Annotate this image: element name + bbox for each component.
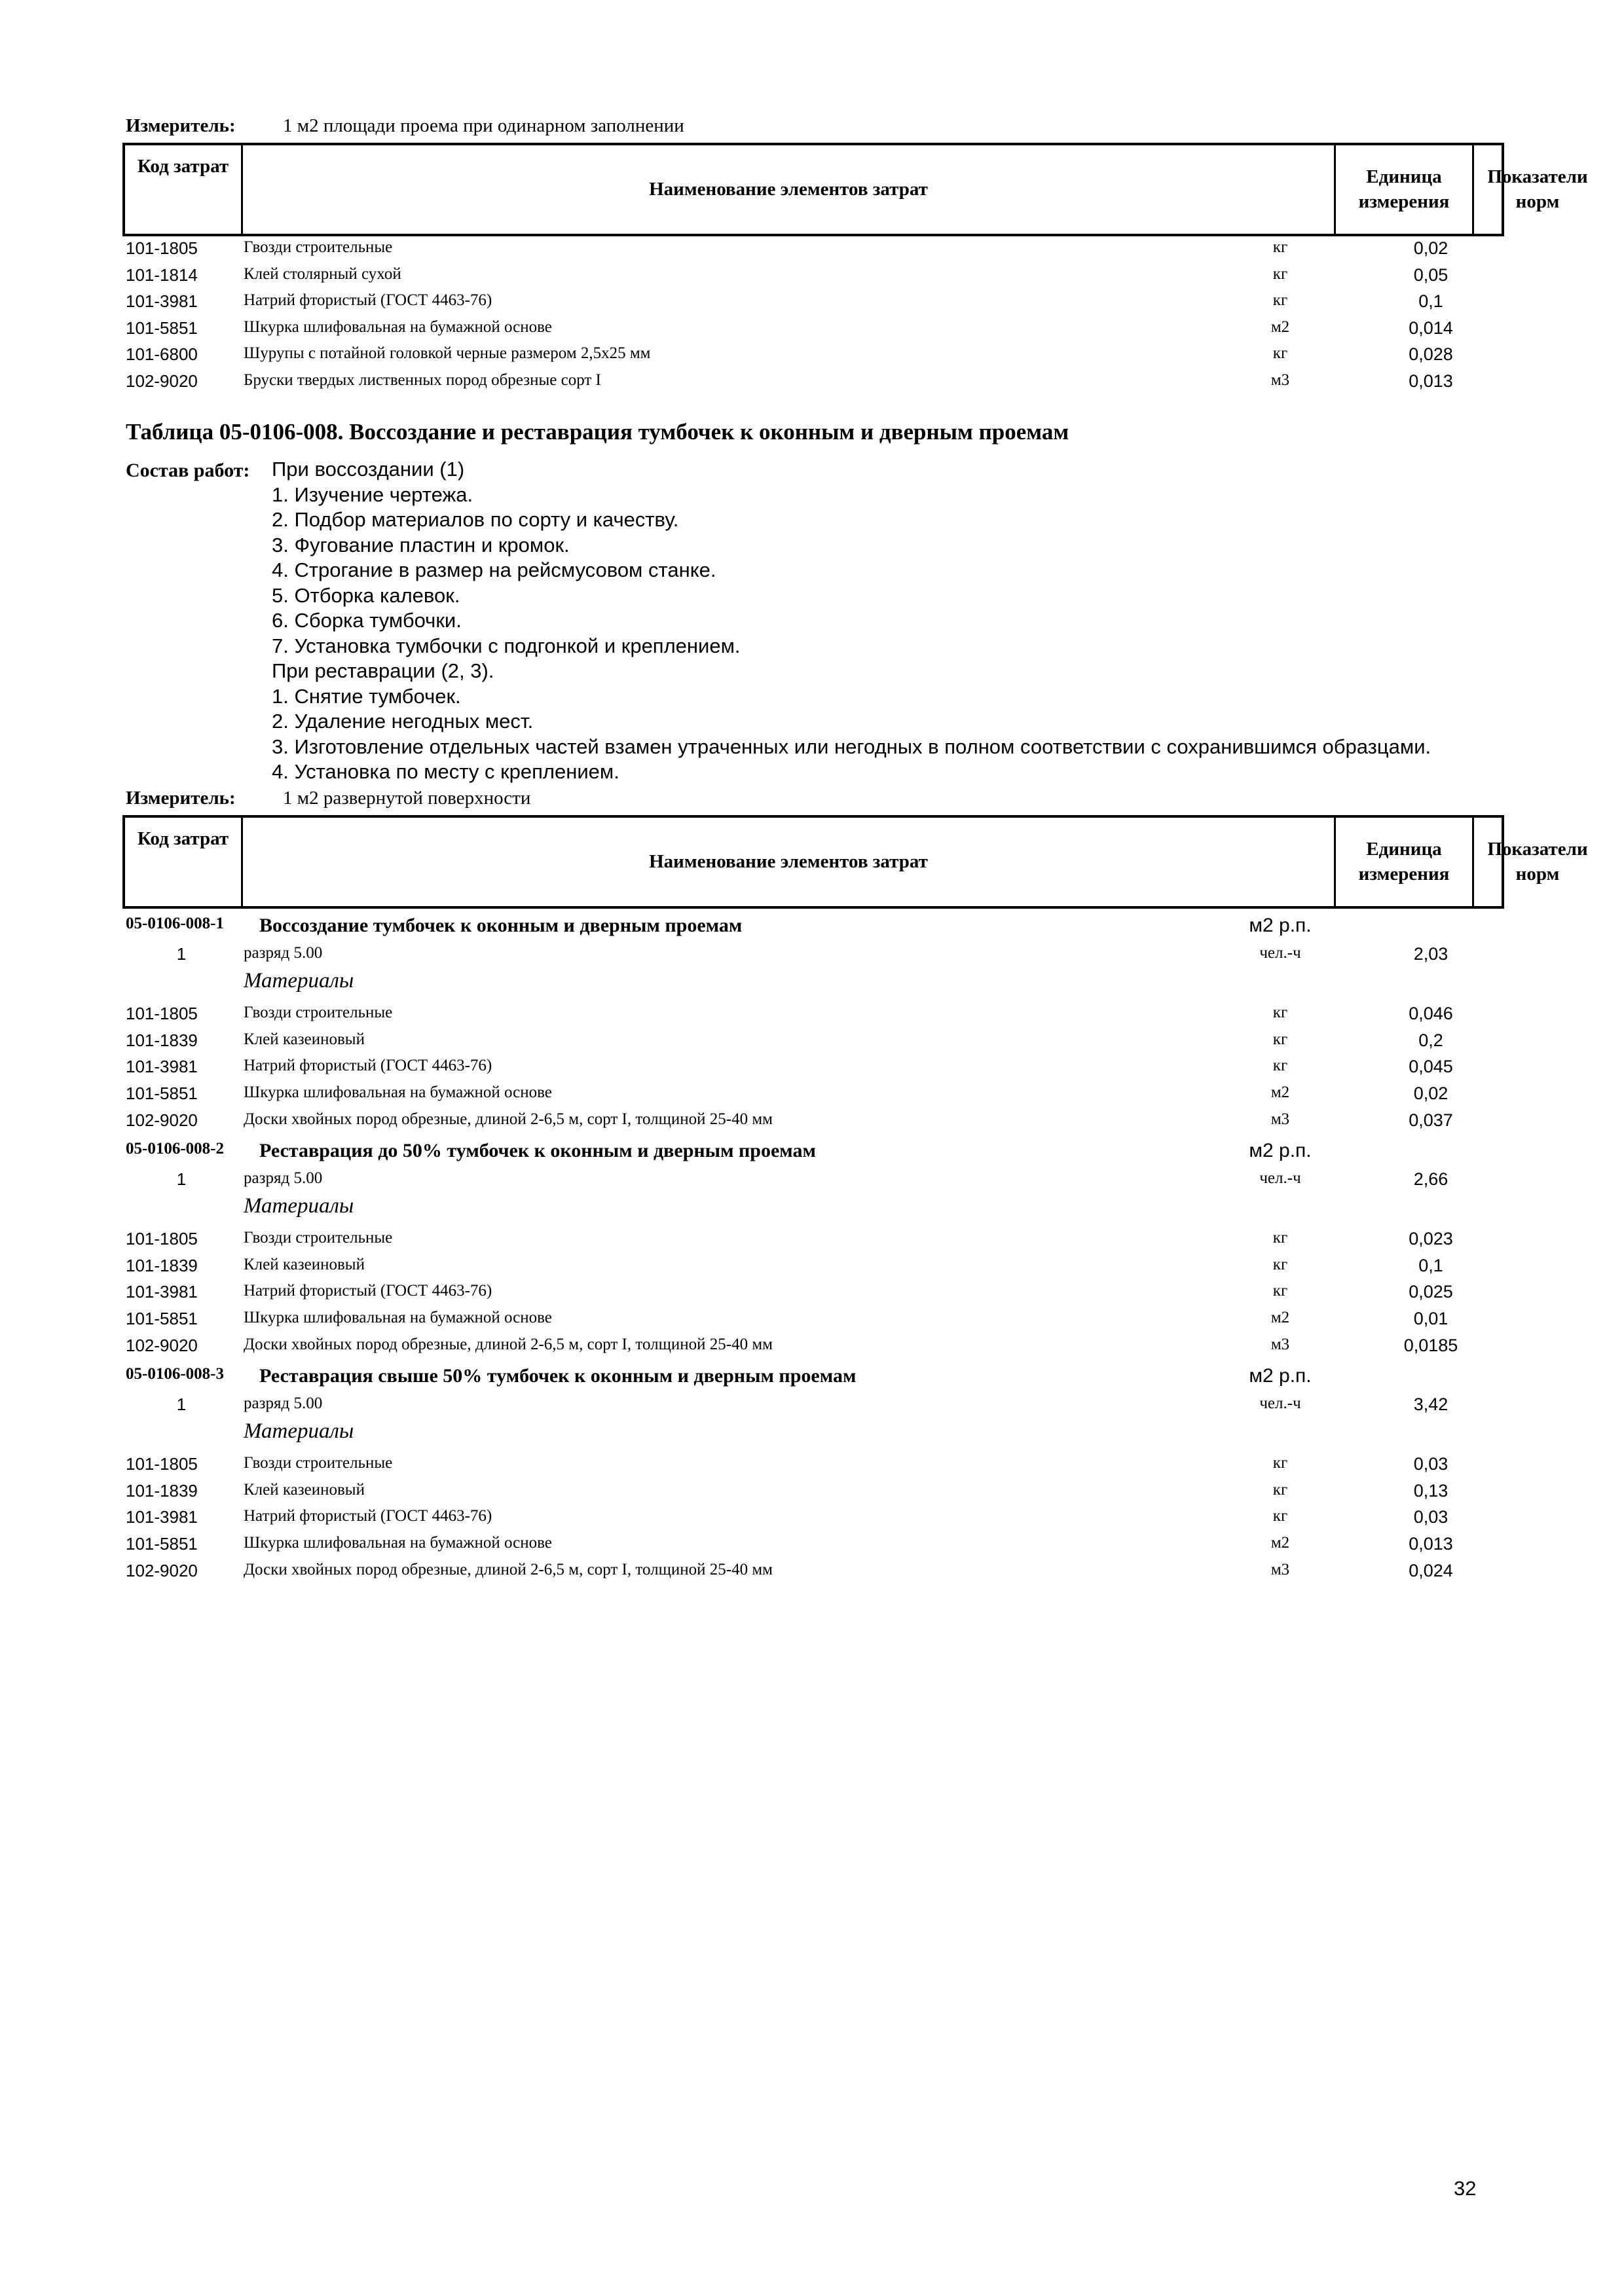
cost-code: 101-1839 (126, 1480, 198, 1501)
cost-value: 0,01 (1413, 1309, 1449, 1329)
cost-name: Доски хвойных пород обрезные, длиной 2-6,5 м, сорт I, толщиной 25-40 мм (244, 1560, 773, 1578)
cost-unit: м2 (1270, 1309, 1290, 1327)
group-unit: м2 р.п. (1249, 915, 1312, 936)
group-code: 05-0106-008-3 (126, 1365, 224, 1383)
cost-value: 0,014 (1409, 318, 1453, 338)
table-row (0, 291, 1624, 318)
cost-value: 0,05 (1413, 264, 1449, 285)
cost-name: Клей столярный сухой (244, 264, 401, 283)
cost-name: Гвозди строительные (244, 238, 393, 256)
cost-name: Шкурка шлифовальная на бумажной основе (244, 1309, 552, 1327)
measure-value: 1 м2 развернутой поверхности (283, 788, 531, 809)
cost-value: 0,0185 (1403, 1335, 1458, 1355)
works-line: 1. Снятие тумбочек. (272, 684, 461, 708)
measure-label: Измеритель: (126, 788, 236, 809)
group-unit: м2 р.п. (1249, 1140, 1312, 1161)
labor-row (0, 1394, 1624, 1421)
header-unit: Единица измерения (1336, 818, 1474, 906)
group-title: Реставрация свыше 50% тумбочек к оконным и дверным проемам (259, 1365, 857, 1387)
cost-value: 0,025 (1409, 1282, 1453, 1302)
table-header-1 (122, 143, 1588, 236)
table-row (0, 1110, 1624, 1137)
header-unit: Единица измерения (1336, 145, 1474, 234)
cost-unit: м3 (1270, 1335, 1290, 1353)
table-row (0, 344, 1624, 371)
cost-unit: кг (1272, 1004, 1288, 1021)
cost-unit: кг (1272, 291, 1288, 310)
cost-value: 0,03 (1413, 1454, 1449, 1474)
labor-name: разряд 5.00 (244, 1169, 323, 1187)
cost-code: 102-9020 (126, 371, 198, 391)
cost-code: 102-9020 (126, 1110, 198, 1130)
cost-value: 0,02 (1413, 238, 1449, 258)
table-row (0, 318, 1624, 344)
cost-name: Клей казеиновый (244, 1480, 365, 1499)
works-line: 6. Сборка тумбочки. (272, 609, 462, 632)
cost-unit: кг (1272, 1282, 1288, 1300)
works-line: 3. Фугование пластин и кромок. (272, 533, 570, 556)
works-line: При воссоздании (1) (272, 458, 465, 481)
cost-unit: кг (1272, 238, 1288, 256)
cost-unit: м3 (1270, 371, 1290, 389)
page-number: 32 (1454, 2177, 1477, 2200)
cost-name: Гвозди строительные (244, 1004, 393, 1021)
table-title: Таблица 05-0106-008. Воссоздание и реставрация тумбочек к оконным и дверным проемам (126, 419, 1069, 445)
cost-code: 101-1814 (126, 264, 198, 285)
cost-value: 0,013 (1409, 371, 1453, 391)
header-code: Код затрат (125, 145, 243, 234)
cost-unit: кг (1272, 1507, 1288, 1525)
cost-unit: кг (1272, 1480, 1288, 1499)
table-row (0, 265, 1624, 291)
cost-code: 101-5851 (126, 1084, 198, 1104)
works-line: 1. Изучение чертежа. (272, 483, 473, 506)
cost-value: 0,1 (1418, 291, 1443, 312)
cost-name: Натрий фтористый (ГОСТ 4463-76) (244, 1057, 492, 1075)
cost-name: Бруски твердых лиственных пород обрезные сорт I (244, 371, 601, 389)
labor-unit: чел.-ч (1259, 1394, 1301, 1412)
cost-value: 0,13 (1413, 1480, 1449, 1501)
labor-value: 2,03 (1413, 944, 1449, 964)
cost-code: 101-3981 (126, 1282, 198, 1302)
labor-name: разряд 5.00 (244, 944, 323, 962)
cost-value: 0,037 (1409, 1110, 1453, 1130)
cost-code: 101-3981 (126, 1507, 198, 1527)
works-line: 2. Подбор материалов по сорту и качеству. (272, 508, 679, 531)
works-line: 5. Отборка калевок. (272, 583, 460, 607)
cost-code: 101-3981 (126, 291, 198, 312)
cost-code: 102-9020 (126, 1335, 198, 1355)
works-line: 4. Строгание в размер на рейсмусовом станке. (272, 558, 716, 581)
cost-code: 102-9020 (126, 1560, 198, 1580)
cost-value: 0,024 (1409, 1560, 1453, 1580)
works-line: 7. Установка тумбочки с подгонкой и креплением. (272, 634, 741, 657)
cost-name: Натрий фтористый (ГОСТ 4463-76) (244, 1507, 492, 1525)
cost-code: 101-1839 (126, 1030, 198, 1050)
group-code: 05-0106-008-2 (126, 1140, 224, 1157)
cost-value: 0,013 (1409, 1534, 1453, 1554)
works-line: 3. Изготовление отдельных частей взамен утраченных или негодных в полном соответствии с сохранившимся образцами. (272, 735, 1431, 758)
cost-code: 101-6800 (126, 344, 198, 365)
cost-code: 101-1805 (126, 1454, 198, 1474)
materials-heading (0, 969, 1624, 995)
header-name: Наименование элементов затрат (243, 818, 1336, 906)
works-label: Состав работ: (126, 460, 250, 481)
works-line: 2. Удаление негодных мест. (272, 710, 534, 733)
works-line: 4. Установка по месту с креплением. (272, 760, 619, 783)
labor-value: 2,66 (1413, 1169, 1449, 1189)
cost-code: 101-5851 (126, 1534, 198, 1554)
cost-name: Клей казеиновый (244, 1255, 365, 1273)
table-row (0, 1084, 1624, 1110)
cost-unit: кг (1272, 264, 1288, 283)
group-unit: м2 р.п. (1249, 1365, 1312, 1387)
table-header-2 (122, 815, 1588, 909)
cost-name: Доски хвойных пород обрезные, длиной 2-6,5 м, сорт I, толщиной 25-40 мм (244, 1335, 773, 1353)
materials-label: Материалы (244, 969, 354, 993)
table-row (0, 1481, 1624, 1507)
cost-code: 101-1839 (126, 1255, 198, 1275)
measure-label: Измеритель: (126, 115, 236, 136)
cost-unit: м3 (1270, 1560, 1290, 1578)
cost-unit: м3 (1270, 1110, 1290, 1128)
cost-name: Шкурка шлифовальная на бумажной основе (244, 1084, 552, 1102)
labor-value: 3,42 (1413, 1394, 1449, 1414)
cost-value: 0,1 (1418, 1255, 1443, 1275)
table-row (0, 1454, 1624, 1480)
cost-name: Натрий фтористый (ГОСТ 4463-76) (244, 1282, 492, 1300)
labor-row (0, 1169, 1624, 1195)
cost-code: 101-1805 (126, 1229, 198, 1248)
cost-code: 101-1805 (126, 1004, 198, 1023)
labor-code: 1 (176, 1394, 187, 1414)
cost-name: Клей казеиновый (244, 1030, 365, 1048)
group-row (0, 915, 1624, 941)
table-row (0, 1030, 1624, 1057)
table-row (0, 371, 1624, 397)
materials-heading (0, 1419, 1624, 1446)
cost-name: Шурупы с потайной головкой черные размером 2,5х25 мм (244, 344, 651, 363)
cost-unit: кг (1272, 1229, 1288, 1247)
cost-unit: м2 (1270, 1084, 1290, 1102)
cost-code: 101-5851 (126, 1309, 198, 1329)
cost-name: Шкурка шлифовальная на бумажной основе (244, 318, 552, 336)
labor-code: 1 (176, 944, 187, 964)
measure-line-2 (126, 788, 530, 809)
header-code: Код затрат (125, 818, 243, 906)
group-row (0, 1365, 1624, 1391)
cost-value: 0,046 (1409, 1004, 1453, 1023)
cost-unit: кг (1272, 1057, 1288, 1075)
cost-name: Гвозди строительные (244, 1454, 393, 1472)
table-row (0, 1057, 1624, 1083)
measure-line-1 (126, 115, 684, 137)
materials-heading (0, 1194, 1624, 1220)
group-title: Воссоздание тумбочек к оконным и дверным проемам (259, 915, 743, 936)
header-norm: Показатели норм (1487, 838, 1588, 884)
labor-name: разряд 5.00 (244, 1394, 323, 1412)
cost-value: 0,023 (1409, 1229, 1453, 1248)
cost-value: 0,028 (1409, 344, 1453, 365)
table-row (0, 1256, 1624, 1282)
group-code: 05-0106-008-1 (126, 915, 224, 932)
cost-name: Гвозди строительные (244, 1229, 393, 1247)
cost-value: 0,03 (1413, 1507, 1449, 1527)
materials-label: Материалы (244, 1194, 354, 1218)
cost-unit: кг (1272, 344, 1288, 363)
cost-name: Натрий фтористый (ГОСТ 4463-76) (244, 291, 492, 310)
header-norm: Показатели норм (1487, 166, 1588, 212)
cost-unit: кг (1272, 1255, 1288, 1273)
table-row (0, 1004, 1624, 1030)
cost-value: 0,2 (1418, 1030, 1443, 1050)
cost-name: Шкурка шлифовальная на бумажной основе (244, 1534, 552, 1552)
cost-code: 101-1805 (126, 238, 198, 258)
cost-value: 0,02 (1413, 1084, 1449, 1104)
table-row (0, 1507, 1624, 1533)
cost-name: Доски хвойных пород обрезные, длиной 2-6,5 м, сорт I, толщиной 25-40 мм (244, 1110, 773, 1128)
measure-value: 1 м2 площади проема при одинарном заполнении (283, 115, 684, 136)
header-name: Наименование элементов затрат (243, 145, 1336, 234)
cost-value: 0,045 (1409, 1057, 1453, 1077)
labor-row (0, 944, 1624, 970)
table-row (0, 1309, 1624, 1335)
cost-code: 101-5851 (126, 318, 198, 338)
cost-unit: м2 (1270, 1534, 1290, 1552)
table-row (0, 1534, 1624, 1560)
cost-unit: кг (1272, 1030, 1288, 1048)
table-row (0, 1282, 1624, 1308)
labor-unit: чел.-ч (1259, 1169, 1301, 1187)
table-row (0, 1336, 1624, 1362)
table-row (0, 1229, 1624, 1255)
labor-unit: чел.-ч (1259, 944, 1301, 962)
labor-code: 1 (176, 1169, 187, 1189)
materials-label: Материалы (244, 1419, 354, 1443)
cost-unit: м2 (1270, 318, 1290, 336)
group-title: Реставрация до 50% тумбочек к оконным и дверным проемам (259, 1140, 816, 1161)
cost-code: 101-3981 (126, 1057, 198, 1077)
cost-unit: кг (1272, 1454, 1288, 1472)
table-row (0, 238, 1624, 264)
works-line: При реставрации (2, 3). (272, 659, 494, 682)
table-row (0, 1561, 1624, 1587)
group-row (0, 1140, 1624, 1166)
